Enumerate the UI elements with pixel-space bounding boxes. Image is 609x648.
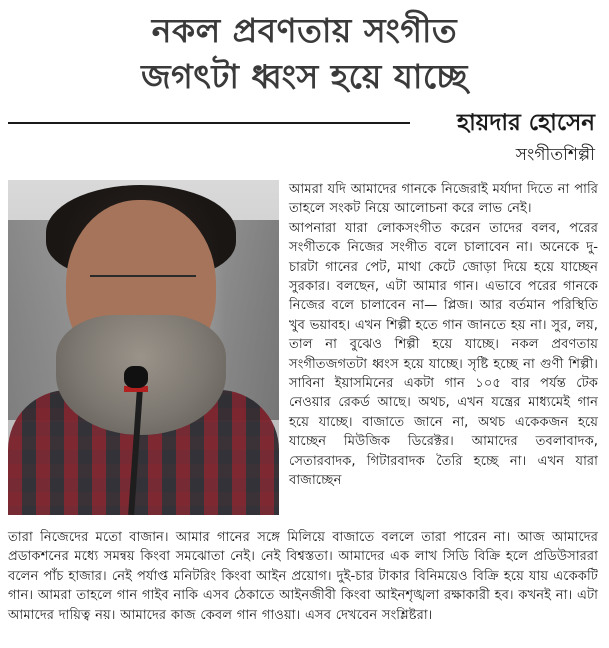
photo-glasses: [90, 275, 196, 301]
headline-line-2: জগৎটা ধ্বংস হয়ে যাচ্ছে: [141, 57, 468, 96]
author-role: সংগীতশিল্পী: [515, 145, 595, 165]
article-continuation: [8, 528, 598, 625]
author-photo: [8, 180, 279, 515]
byline-rule: [8, 122, 410, 124]
headline-line-1: নকল প্রবণতায় সংগীত: [151, 11, 458, 50]
article-paragraph-2: আপনারা যারা লোকসংগীত করেন তাদের বলব, পরের সংগীতকে নিজের সংগীত বলে চালাবেন না। অনেকে দু-চারটা গানের পেট, মাথা কেটে জোড়া দিয়ে হয়ে যাচ্ছেন সুরকার। বলছেন, এটা আমার গান। এভাবে পরের গানকে নিজের বলে চালাবেন না— প্লিজ। আর বর্তমান পরিস্থিতি খুব ভয়াবহ। এখন শিল্পী হতে গান জানতে হয় না। সুর, লয়, তাল না বুঝেও শিল্পী হয়ে যাচ্ছে। নকল প্রবণতায় সংগীতজগতটা ধ্বংস হয়ে যাচ্ছে। সৃষ্টি হচ্ছে না গুণী শিল্পী। সাবিনা ইয়াসমিনের একটা গান ১০৫ বার পর্যন্ত টেক নেওয়ার রেকর্ড আছে। অথচ, এখন যন্ত্রের মাধ্যমেই গান হয়ে যাচ্ছে। বাজাতে জানে না, অথচ একেকজন হয়ে যাচ্ছেন মিউজিক ডিরেক্টর। আমাদের তবলাবাদক, সেতারবাদক, গিটারবাদক তৈরি হচ্ছে না। এখন যারা বাজাচ্ছেন: [289, 220, 598, 489]
article-paragraph-2-continued: তারা নিজেদের মতো বাজান। আমার গানের সঙ্গে মিলিয়ে বাজাতে বললে তারা পারেন না। আজ আমাদের প্রডাকশনের মধ্যে সমন্বয় কিংবা সমঝোতা নেই। নেই বিশ্বস্ততা। আমাদের এক লাখ সিডি বিক্রি হলে প্রডিউসাররা বলেন পাঁচ হাজার। নেই পর্যাপ্ত মনিটরিং কিংবা আইন প্রয়োগ। দুই-চার টাকার বিনিময়েও বিক্রি হয়ে যায় একেকটি গান। আমরা তাহলে গান গাইব নাকি এসব ঠেকাতে আইনজীবী কিংবা আইনশৃঙ্খলা রক্ষাকারী হব। কখনই না। এটা আমাদের দায়িত্ব নয়। আমাদের কাজ কেবল গান গাওয়া। এসব দেখবেন সংশ্লিষ্টরা।: [8, 530, 598, 623]
microphone-icon: [124, 366, 148, 388]
article-paragraph-1: আমরা যদি আমাদের গানকে নিজেরাই মর্যাদা দিতে না পারি তাহলে সংকট নিয়ে আলোচনা করে লাভ নেই।: [289, 182, 598, 217]
author-name: হায়দার হোসেন: [457, 110, 595, 136]
article-column: [289, 180, 598, 491]
headline: [0, 8, 609, 100]
